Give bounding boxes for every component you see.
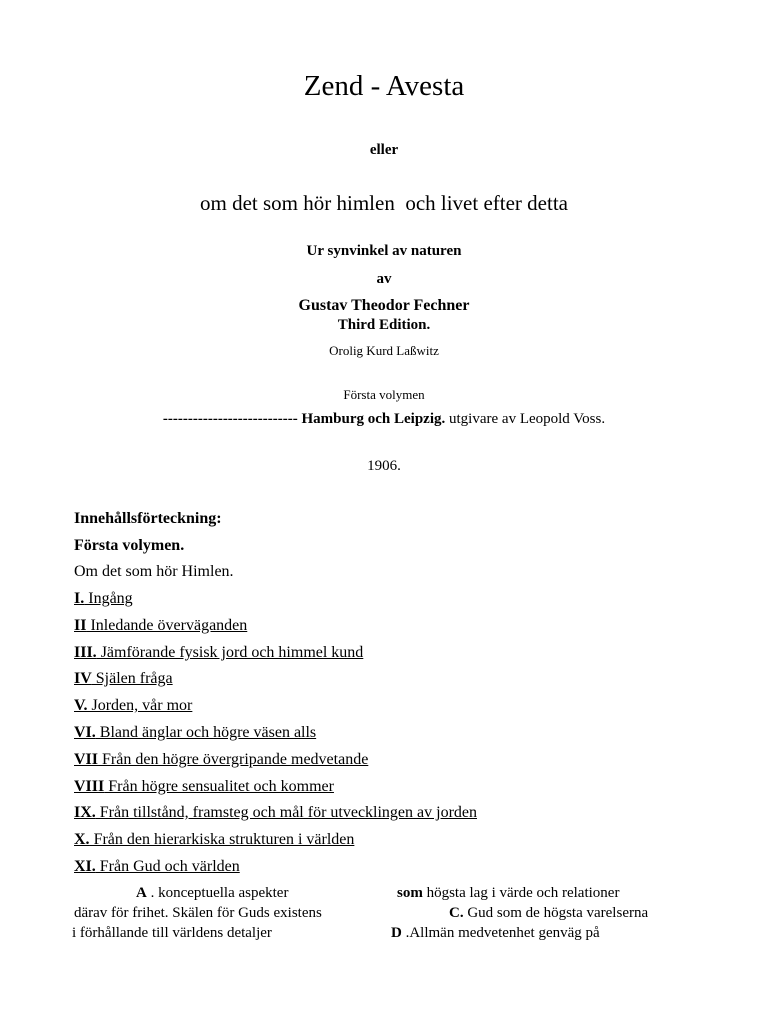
subsection-d-label: D (391, 925, 402, 941)
toc-part: Om det som hör Himlen. (74, 563, 234, 580)
toc-item[interactable] (74, 858, 240, 876)
toc-item-number: VIII (74, 778, 105, 795)
subsection-a-text: . konceptuella aspekter (146, 885, 289, 901)
publisher-place: Hamburg och Leipzig. (301, 411, 446, 427)
subsection-a-label: A (136, 885, 147, 901)
subsection-continuation: därav för frihet. Skälen för Guds existens (74, 905, 322, 921)
perspective-text: Ur synvinkel av naturen (306, 243, 462, 259)
toc-item[interactable] (74, 644, 363, 662)
toc-item[interactable] (74, 831, 354, 849)
subsection-c-label: C. (449, 905, 464, 921)
subsection-b-text: högsta lag i värde och relationer (422, 885, 620, 901)
toc-item-number: IV (74, 670, 92, 687)
toc-item-title: Från Gud och världen (95, 858, 240, 875)
book-title: Zend - Avesta (303, 70, 465, 102)
toc-item-number: I. (74, 590, 85, 607)
toc-item-title: Från högre sensualitet och kommer (104, 778, 334, 795)
toc-item[interactable] (74, 778, 334, 796)
toc-item-title: Ingång (84, 590, 133, 607)
toc-item[interactable] (74, 751, 368, 769)
toc-item[interactable] (74, 697, 192, 715)
editor-text: Orolig Kurd Laßwitz (329, 343, 439, 358)
toc-item-number: V. (74, 697, 88, 714)
author-name: Gustav Theodor Fechner (298, 297, 470, 314)
volume-text: Första volymen (343, 387, 425, 402)
toc-item-number: VI. (74, 724, 96, 741)
toc-item[interactable] (74, 590, 133, 608)
subsection-d-text: .Allmän medvetenhet genväg på (401, 925, 600, 941)
toc-item-title: Jämförande fysisk jord och himmel kund (96, 644, 364, 661)
toc-item[interactable] (74, 670, 173, 688)
publication-year: 1906. (367, 458, 401, 474)
toc-item-title: Bland änglar och högre väsen alls (95, 724, 317, 741)
edition-text: Third Edition. (337, 317, 431, 333)
publisher-rest: utgivare av Leopold Voss. (445, 411, 606, 427)
toc-item[interactable] (74, 804, 477, 822)
subsection-c (449, 905, 648, 922)
subsection-c-text: Gud som de högsta varelserna (463, 905, 649, 921)
toc-heading: Innehållsförteckning: (74, 510, 222, 527)
toc-item-number: XI. (74, 858, 96, 875)
toc-item[interactable] (74, 724, 316, 742)
publisher-line (0, 411, 768, 428)
eller-text: eller (369, 142, 399, 158)
toc-item-title: Inledande överväganden (86, 617, 248, 634)
subsection-b (397, 885, 619, 902)
toc-item-title: Jorden, vår mor (87, 697, 193, 714)
subsection-b-label: som (397, 885, 423, 901)
toc-item-title: Från den högre övergripande medvetande (98, 751, 369, 768)
toc-item-number: III. (74, 644, 97, 661)
toc-volume: Första volymen. (74, 537, 185, 554)
toc-item-number: IX. (74, 804, 96, 821)
toc-item-title: Från den hierarkiska strukturen i världen (89, 831, 355, 848)
toc-item-number: II (74, 617, 87, 634)
toc-item-number: X. (74, 831, 90, 848)
av-text: av (376, 271, 392, 287)
toc-item-title: Från tillstånd, framsteg och mål för utvecklingen av jorden (95, 804, 478, 821)
subsection-a (136, 885, 288, 902)
publisher-dashes: --------------------------- (162, 411, 298, 427)
book-subtitle: om det som hör himlen och livet efter detta (200, 191, 568, 215)
toc-item[interactable] (74, 617, 247, 635)
toc-item-number: VII (74, 751, 99, 768)
subsection-d (391, 925, 600, 942)
subsection-continuation: i förhållande till världens detaljer (72, 925, 272, 941)
toc-item-title: Själen fråga (91, 670, 173, 687)
